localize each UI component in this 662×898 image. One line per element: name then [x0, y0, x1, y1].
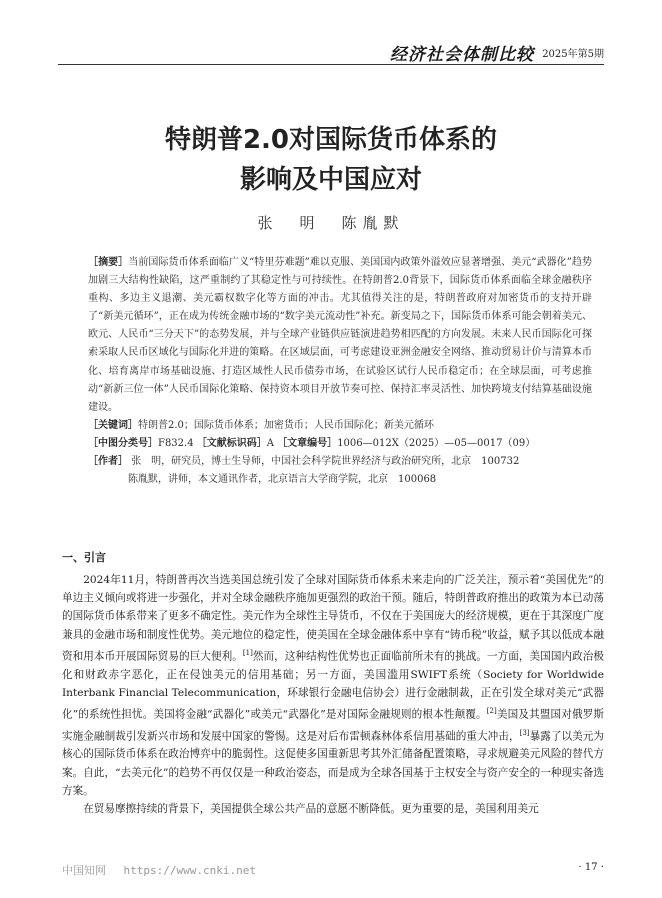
journal-name: 经济社会体制比较 [390, 45, 534, 65]
section-heading: 一、引言 [62, 551, 106, 564]
keywords-text: 特朗普2.0；国际货币体系；加密货币；人民币国际化；新美元循环 [138, 419, 434, 431]
page-number: · 17 · [578, 862, 604, 873]
cnki-url[interactable]: https://www.cnki.net [123, 864, 256, 877]
p1-part-c: 美国及其盟国对俄罗斯实施金融制裁引发新兴市场和发展中国家的警惕。这是对后布雷顿森林体系信用基础的重大冲击， [62, 708, 605, 743]
abstract [88, 254, 592, 417]
author2-text: 陈胤默，讲师，本文通讯作者，北京语言大学商学院，北京 100068 [128, 474, 437, 486]
body-text [62, 571, 604, 818]
cnki-brand: 中国知网 [62, 864, 106, 877]
article-title [0, 120, 662, 200]
keywords-tag: ［关键词］ [88, 419, 138, 431]
author-tag: ［作者］ [88, 456, 128, 468]
ref-2[interactable]: [2] [486, 706, 497, 715]
issue-label: 2025年第5期 [542, 49, 604, 60]
title-line-1: 特朗普2.0对国际货币体系的 [164, 125, 498, 155]
title-line-2: 影响及中国应对 [239, 165, 422, 195]
p1-part-d: 暴露了以美元为核心的国际货币体系在政治博弈中的脆弱性。这促使多国重新思考其外汇储备配置策略，寻求规避美元风险的替代方案。自此，“去美元化”的趋势不再仅仅是一种政治姿态，而是成为全球各国基于主权安全与资产安全的一种现实备选方案。 [62, 730, 605, 797]
abstract-tag: ［摘要］ [88, 257, 129, 268]
author1-text: 张 明，研究员，博士生导师，中国社会科学院世界经济与政治研究所，北京 100732 [131, 456, 520, 468]
ref-3[interactable]: [3] [519, 728, 530, 737]
header-rule [58, 64, 604, 65]
doc-tag: ［文献标识码］ [196, 437, 267, 449]
author-info-1 [88, 453, 592, 471]
abstract-text: 当前国际货币体系面临广义“特里芬难题”难以克服、美国国内政策外溢效应显著增强、美元“武器化”趋势加剧三大结构性缺陷，这严重制约了其稳定性与可持续性。在特朗普2.0背景下，国际货币体系面临全球金融秩序重构、多边主义退潮、美元霸权数字化等方面的冲击。尤其值得关注的是，特朗普政府对加密货币的支持开辟了“新美元循环”，正在成为传统金融市场的“数字美元流动性”补充。新变局之下，国际货币体系可能会朝着美元、欧元、人民币“三分天下”的态势发展，并与全球产业链供应链演进趋势相匹配的方向发展。未来人民币国际化可探索采取人民币区域化与国际化并进的策略。在区域层面，可考虑建设亚洲金融安全网络、推动贸易计价与清算本币化、培育离岸市场基础设施、打造区域性人民币债券市场，在试验区试行人民币稳定币；在全球层面，可考虑推动“新新三位一体”人民币国际化策略、保持资本项目开放节奏可控、保持汇率灵活性、加快跨境支付结算基础设施建设。 [88, 257, 592, 413]
paragraph-2: 在贸易摩擦持续的背景下，美国提供全球公共产品的意愿不断降低。更为重要的是，美国利用美元 [83, 803, 539, 816]
running-header [0, 40, 662, 64]
p1-part-a: 2024年11月，特朗普再次当选美国总统引发了全球对国际货币体系未来走向的广泛关注，预示着“美国优先”的单边主义倾向或将进一步强化，并对全球金融秩序施加更强烈的政治干预。随后，特朗普政府推出的政策为本已动荡的国际货币体系带来了更多不确定性。美元作为全球性主导货币，不仅在于美国庞大的经济规模，更在于其深度广度兼具的金融市场和制度性优势。美元地位的稳定性，使美国在全球金融体系中享有“铸币税”收益，赋予其以低成本融资和用本币开展国际贸易的巨大便利。 [62, 574, 604, 663]
paragraph-1 [62, 571, 604, 800]
doc-value: A [266, 437, 274, 449]
keywords [88, 417, 592, 435]
footer-watermark [62, 862, 256, 878]
article-meta [88, 254, 592, 489]
author-names: 张 明 陈胤默 [257, 214, 405, 232]
article-tag: ［文章编号］ [277, 437, 338, 449]
p1-part-b: 然而，这种结构性优势也正面临前所未有的挑战。一方面，美国国内政治极化和财政赤字恶化，正在侵蚀美元的信用基础；另一方面，美国滥用SWIFT系统（Society for Worldwide Interbank Financial Telecommunication，环球银行金融电信协会）进行金融制裁，正在引发全球对美元“武器化”的系统性担忧。美国将金融“武器化”或美元“武器化”是对国际金融规则的根本性颠覆。 [62, 650, 604, 721]
article-value: 1006—012X（2025）—05—0017（09） [337, 437, 536, 449]
class-value: F832.4 [158, 437, 194, 449]
ref-1[interactable]: [1] [242, 648, 253, 657]
class-tag: ［中图分类号］ [88, 437, 158, 449]
author-info-2 [88, 471, 592, 489]
classification [88, 435, 592, 453]
